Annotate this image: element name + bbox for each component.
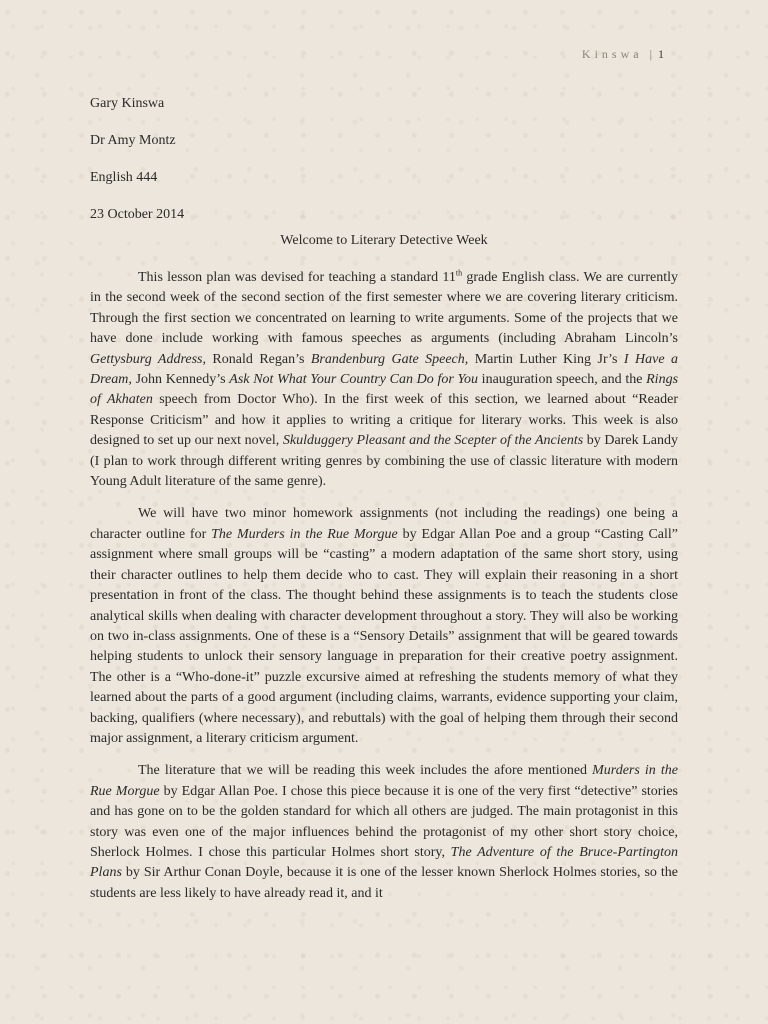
paragraph-1: This lesson plan was devised for teaching a standard 11th grade English class. We are currently in the second week of the second section of the first semester where we are covering literary criticism. Through the first section we concentrated on learning to write arguments. Some of the projects that we have done include working with famous speeches as arguments (including Abraham Lincoln’s Gettysburg Address, Ronald Regan’s Brandenburg Gate Speech, Martin Luther King Jr’s I Have a Dream, John Kennedy’s Ask Not What Your Country Can Do for You inauguration speech, and the Rings of Akhaten speech from Doctor Who). In the first week of this section, we learned about “Reader Response Criticism” and how it applies to writing a critique for literary works. This week is also designed to set up our next novel, Skulduggery Pleasant and the Scepter of the Ancients by Darek Landy (I plan to work through different writing genres by combining the use of classic literature with modern Young Adult literature of the same genre). [90, 268, 679, 490]
document-body [90, 268, 678, 916]
paragraph-3: The literature that we will be reading this week includes the afore mentioned Murders in the Rue Morgue by Edgar Allan Poe. I chose this piece because it is one of the very first “detective” stories and has gone on to be the golden standard for which all others are judged. The main protagonist in this story was even one of the major influences behind the protagonist of my other short story choice, Sherlock Holmes. I chose this particular Holmes short story, The Adventure of the Bruce-Partington Plans by Sir Arthur Conan Doyle, because it is one of the lesser known Sherlock Holmes stories, so the students are less likely to have already read it, and it [90, 763, 679, 901]
instructor-name: Dr Amy Montz [90, 133, 176, 148]
paragraph-2: We will have two minor homework assignments (not including the readings) one being a character outline for The Murders in the Rue Morgue by Edgar Allan Poe and a group “Casting Call” assignment where small groups will be “casting” a modern adaptation of the same short story, using their character outlines to help them decide who to cast. They will explain their reasoning in a short presentation in front of the class. The thought behind these assignments is to teach the students close analytical skills when dealing with character development throughout a story. They will also be working on two in-class assignments. One of these is a “Sensory Details” assignment that will be geared towards helping students to unlock their sensory language in preparation for their creative poetry assignment. The other is a “Who-done-it” puzzle excursive aimed at refreshing the students memory of what they learned about the parts of a good argument (including claims, warrants, evidence supporting your claim, backing, qualifiers (where necessary), and rebuttals) with the goal of helping them through their second major assignment, a literary criticism argument. [90, 506, 679, 746]
heading-block [90, 94, 184, 242]
page-header [582, 47, 664, 62]
document-title: Welcome to Literary Detective Week [280, 233, 488, 248]
header-author: Kinswa [581, 47, 643, 61]
header-separator: | [649, 47, 656, 61]
course-name: English 444 [90, 170, 158, 185]
author-name: Gary Kinswa [90, 96, 165, 111]
page-number: 1 [658, 47, 664, 61]
document-date: 23 October 2014 [90, 207, 185, 222]
